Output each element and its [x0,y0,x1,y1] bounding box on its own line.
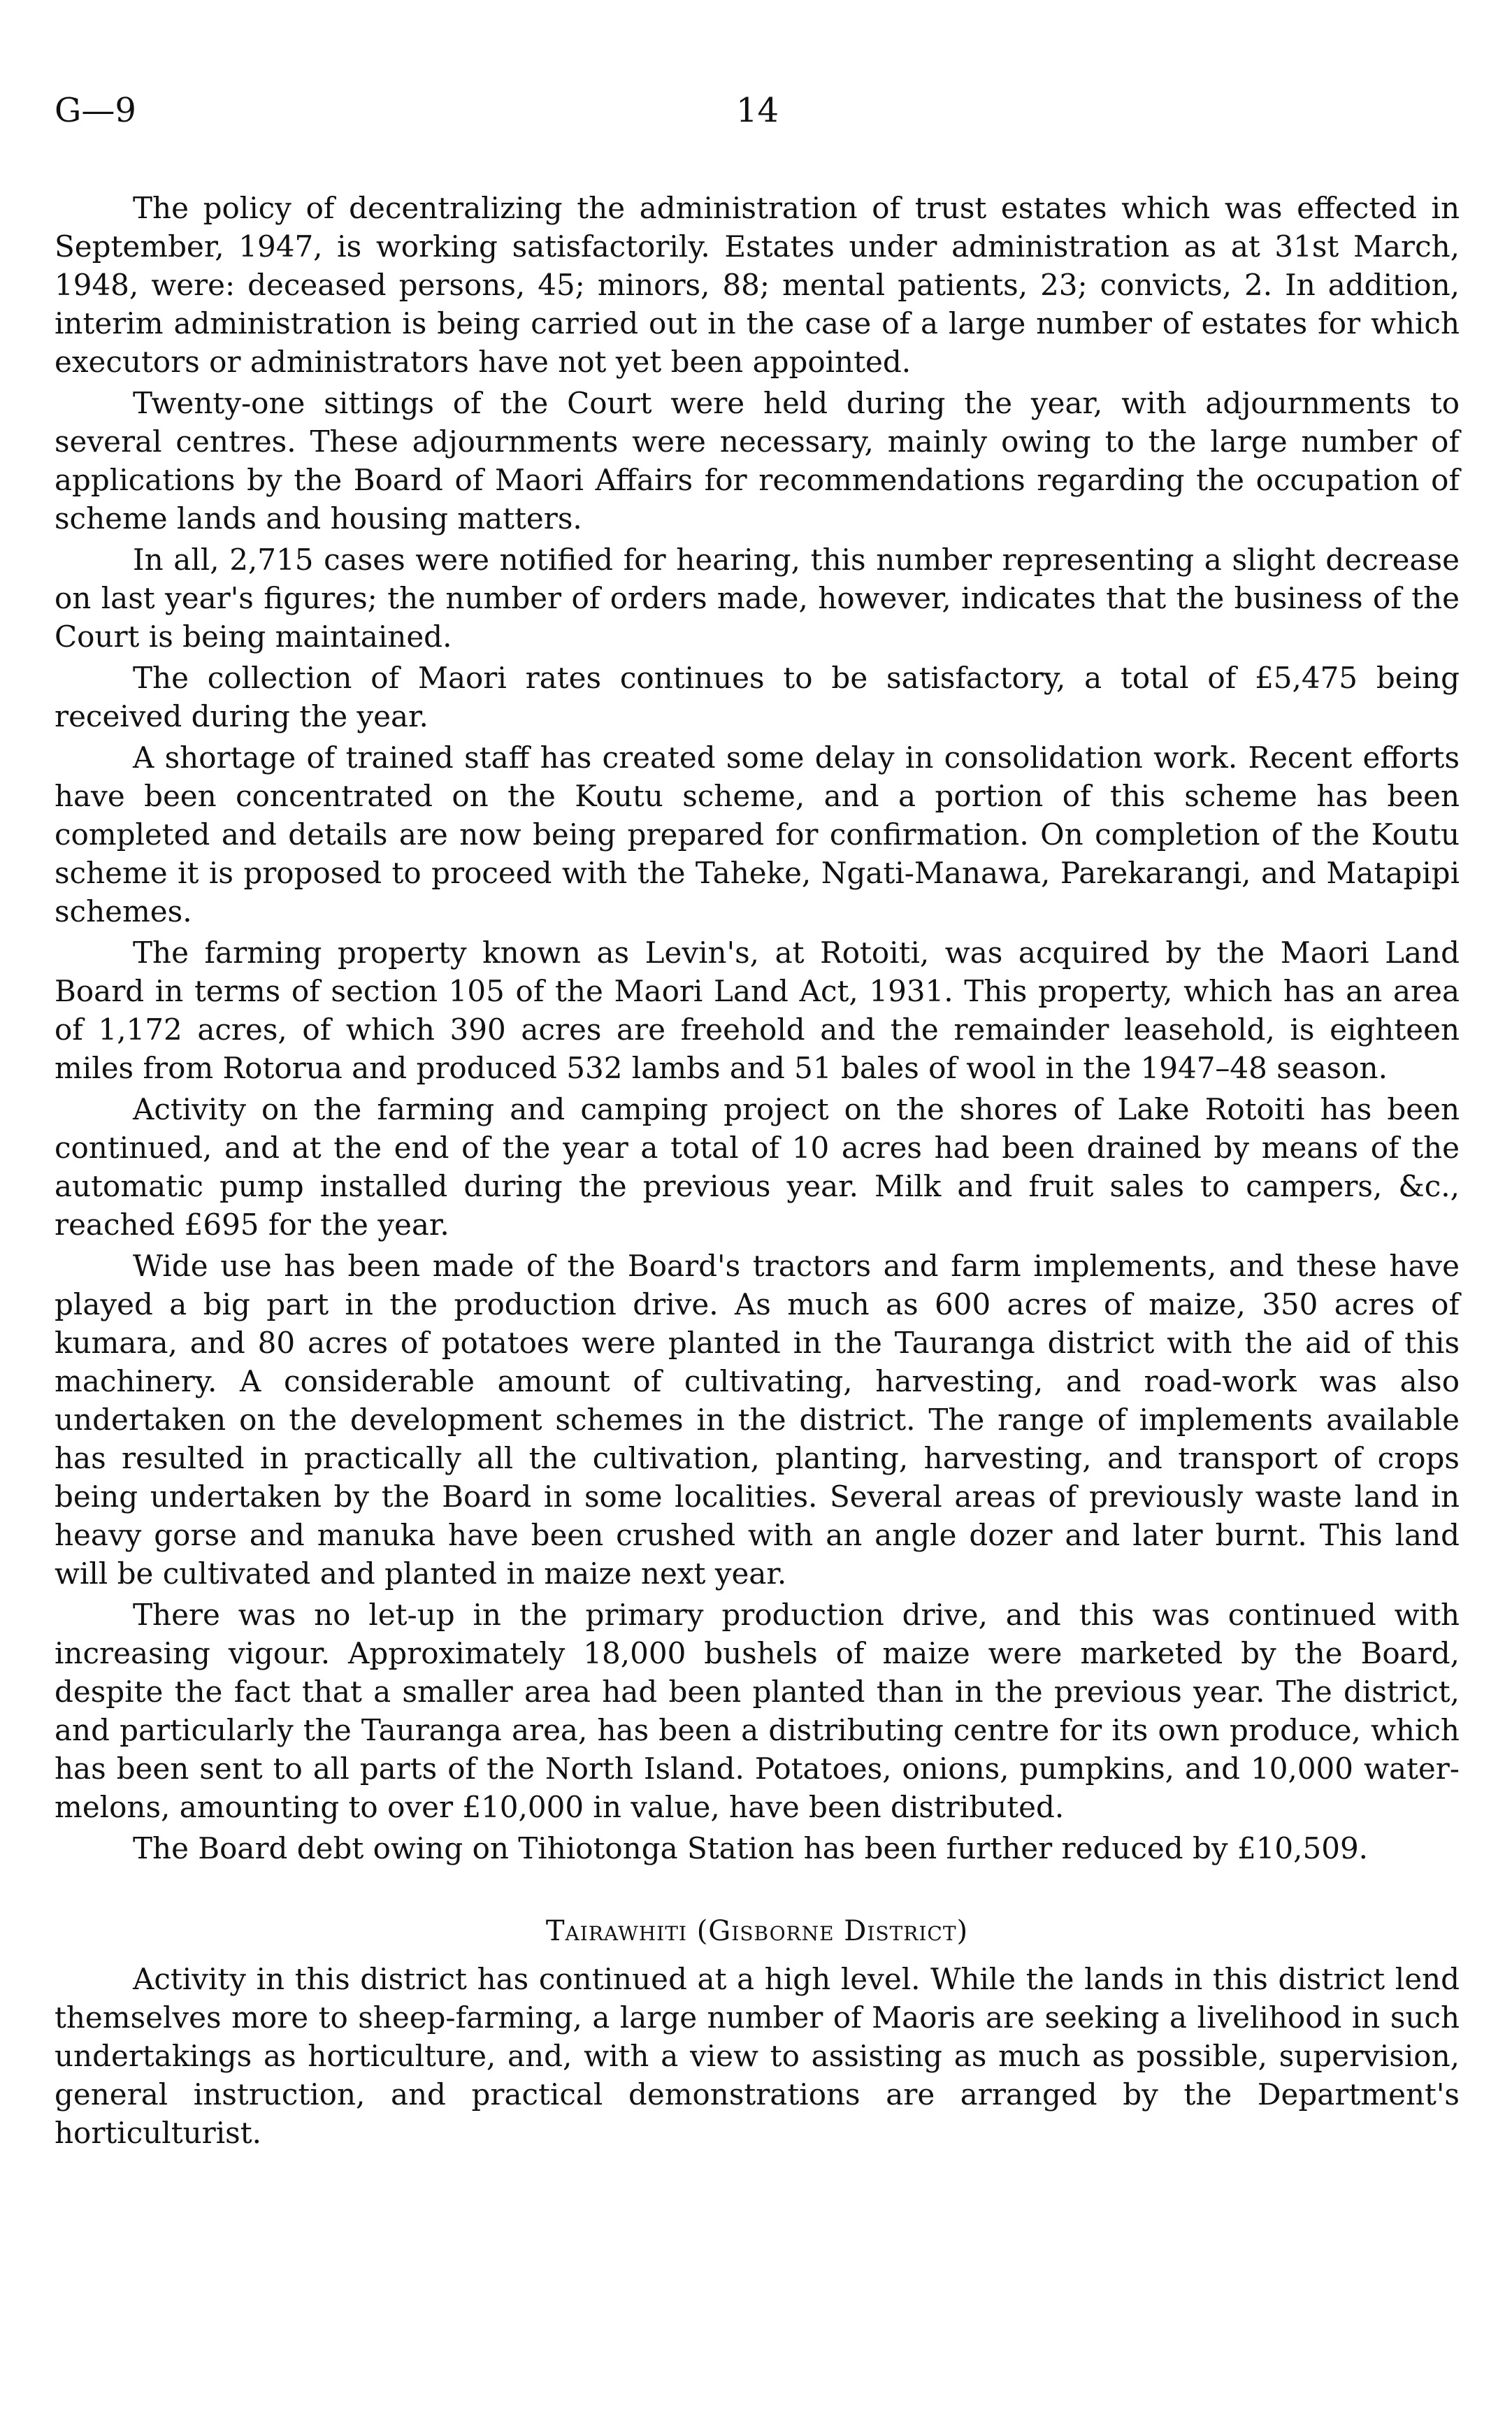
section-heading-tairawhiti: Tairawhiti (Gisborne District) [545,1915,969,1947]
body-text [55,189,1460,2152]
paragraph-board-debt: The Board debt owing on Tihiotonga Station has been further reduced by £10,509. [133,1831,1369,1865]
paragraph-maori-rates: The collection of Maori rates continues to be satisfactory, a total of £5,475 being received during the year. [55,661,1460,733]
paragraph-court-sittings: Twenty-one sittings of the Court were held during the year, with adjournments to several centres. These adjournments were necessary, mainly owing to the large number of applications by the Board of Maori Affairs for recommendations regarding the occupation of scheme lands and housing matters. [55,386,1460,536]
paragraph-lake-rotoiti: Activity on the farming and camping project on the shores of Lake Rotoiti has been continued, and at the end of the year a total of 10 acres had been drained by means of the automatic pump installed during the previous year. Milk and fruit sales to campers, &c., reached £695 for the year. [55,1092,1460,1242]
paragraph-trust-estates: The policy of decentralizing the administration of trust estates which was effected in September, 1947, is working satisfactorily. Estates under administration as at 31st March, 1948, were: deceased persons, 45; minors, 88; mental patients, 23; convicts, 2. In addition, interim administration is being carried out in the case of a large number of estates for which executors or administrators have not yet been appointed. [55,191,1460,379]
paragraph-tractors: Wide use has been made of the Board's tractors and farm implements, and these have played a big part in the production drive. As much as 600 acres of maize, 350 acres of kumara, and 80 acres of potatoes were planted in the Tauranga district with the aid of this machinery. A considerable amount of cultivating, harvesting, and road-work was also undertaken on the development schemes in the district. The range of implements available has resulted in practically all the cultivation, planting, harvesting, and transport of crops being undertaken by the Board in some localities. Several areas of previously waste land in heavy gorse and manuka have been crushed with an angle dozer and later burnt. This land will be cultivated and planted in maize next year. [55,1249,1460,1591]
document-reference: G—9 [55,91,136,130]
document-page [55,91,1460,2155]
paragraph-cases-notified: In all, 2,715 cases were notified for hearing, this number representing a slight decrease on last year's figures; the number of orders made, however, indicates that the business of the Court is being maintained. [55,543,1460,654]
paragraph-consolidation: A shortage of trained staff has created some delay in consolidation work. Recent efforts have been concentrated on the Koutu scheme, and a portion of this scheme has been completed and details are now being prepared for confirmation. On completion of the Koutu scheme it is proposed to proceed with the Taheke, Ngati-Manawa, Parekarangi, and Matapipi schemes. [55,740,1460,929]
paragraph-production-drive: There was no let-up in the primary production drive, and this was continued with increasing vigour. Approximately 18,000 bushels of maize were marketed by the Board, despite the fact that a smaller area had been planted than in the previous year. The district, and particularly the Tauranga area, has been a distributing centre for its own produce, which has been sent to all parts of the North Island. Potatoes, onions, pumpkins, and 10,000 water-melons, amounting to over £10,000 in value, have been distributed. [55,1598,1460,1824]
page-header [55,91,1460,147]
page-number: 14 [736,91,779,130]
paragraph-levins-property: The farming property known as Levin's, at Rotoiti, was acquired by the Maori Land Board in terms of section 105 of the Maori Land Act, 1931. This property, which has an area of 1,172 acres, of which 390 acres are freehold and the remainder leasehold, is eighteen miles from Rotorua and produced 532 lambs and 51 bales of wool in the 1947–48 season. [55,936,1460,1085]
paragraph-tairawhiti: Activity in this district has continued at a high level. While the lands in this district lend themselves more to sheep-farming, a large number of Maoris are seeking a livelihood in such undertakings as horticulture, and, with a view to assisting as much as possible, supervision, general instruction, and practical demonstrations are arranged by the Department's horticulturist. [55,1962,1460,2150]
